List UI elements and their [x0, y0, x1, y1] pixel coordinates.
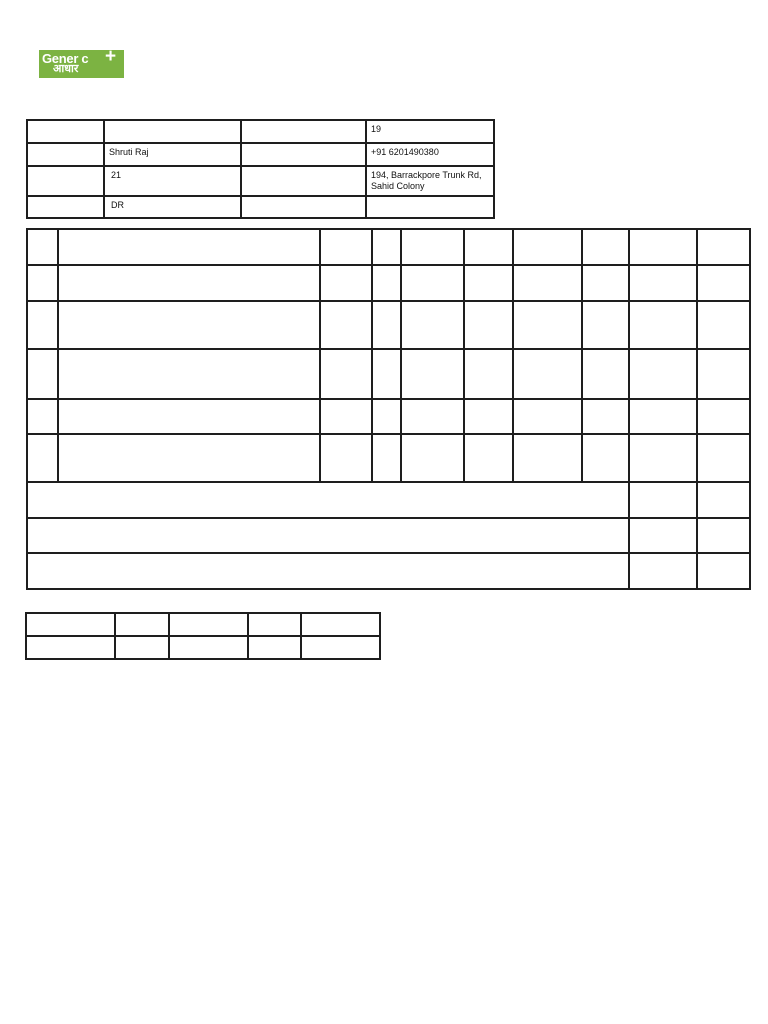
total-value-cell [629, 482, 697, 518]
table-cell [372, 399, 401, 434]
total-value-cell [697, 518, 750, 553]
total-value-cell [629, 518, 697, 553]
table-cell [697, 301, 750, 349]
table-cell [629, 349, 697, 399]
table-cell [513, 265, 582, 301]
generic-aadhaar-logo [39, 46, 124, 78]
info-label-cell [27, 166, 104, 196]
table-row [27, 399, 750, 434]
table-cell [464, 349, 513, 399]
table-cell [697, 229, 750, 265]
table-cell [372, 434, 401, 482]
table-cell [27, 229, 58, 265]
table-cell [401, 434, 464, 482]
table-cell [301, 613, 380, 636]
doctor-value: DR [104, 196, 241, 218]
table-cell [169, 636, 248, 659]
table-cell [372, 265, 401, 301]
table-cell [401, 301, 464, 349]
patient-number-value: 21 [104, 166, 241, 196]
table-cell [464, 301, 513, 349]
table-cell [582, 229, 629, 265]
total-value-cell [629, 553, 697, 589]
table-cell [401, 399, 464, 434]
table-cell [629, 399, 697, 434]
table-cell [513, 434, 582, 482]
table-cell [582, 399, 629, 434]
table-cell [697, 349, 750, 399]
table-cell [27, 399, 58, 434]
address-value: 194, Barrackpore Trunk Rd, Sahid Colony [366, 166, 494, 196]
table-cell [27, 265, 58, 301]
table-cell [58, 229, 320, 265]
info-label-cell [27, 120, 104, 143]
table-cell [372, 349, 401, 399]
table-cell [320, 229, 372, 265]
patient-name-value: Shruti Raj [104, 143, 241, 166]
table-row [26, 613, 380, 636]
table-cell [697, 265, 750, 301]
table-cell [582, 265, 629, 301]
table-cell [320, 301, 372, 349]
table-cell [372, 301, 401, 349]
table-cell [464, 265, 513, 301]
total-row [27, 553, 750, 589]
table-row [27, 434, 750, 482]
patient-info-table [26, 119, 495, 219]
table-cell [513, 301, 582, 349]
table-cell [248, 636, 301, 659]
table-cell [320, 265, 372, 301]
total-row [27, 518, 750, 553]
table-cell [169, 613, 248, 636]
table-cell [513, 399, 582, 434]
total-value-cell [697, 482, 750, 518]
table-cell [401, 265, 464, 301]
table-cell [629, 229, 697, 265]
total-row [27, 482, 750, 518]
table-row [27, 265, 750, 301]
table-cell [27, 301, 58, 349]
table-cell [248, 613, 301, 636]
table-cell [513, 229, 582, 265]
table-row [27, 349, 750, 399]
age-value: 19 [366, 120, 494, 143]
table-cell [464, 399, 513, 434]
table-cell [26, 613, 115, 636]
table-cell [58, 349, 320, 399]
table-cell [401, 349, 464, 399]
table-cell [115, 636, 169, 659]
table-cell [115, 613, 169, 636]
info-value-cell [366, 196, 494, 218]
plus-icon: + [105, 46, 117, 67]
table-cell [58, 265, 320, 301]
table-row [26, 636, 380, 659]
logo-hindi-text: आधार [53, 63, 79, 75]
info-label-cell [241, 120, 366, 143]
table-cell [629, 265, 697, 301]
phone-value: +91 6201490380 [366, 143, 494, 166]
table-cell [697, 399, 750, 434]
table-cell [320, 349, 372, 399]
table-cell [27, 434, 58, 482]
table-cell [629, 301, 697, 349]
table-header-row [27, 229, 750, 265]
info-label-cell [241, 143, 366, 166]
table-cell [629, 434, 697, 482]
table-cell [58, 301, 320, 349]
table-cell [697, 434, 750, 482]
info-label-cell [27, 143, 104, 166]
info-value-cell [104, 120, 241, 143]
total-label-cell [27, 553, 629, 589]
table-cell [401, 229, 464, 265]
table-cell [582, 349, 629, 399]
table-cell [58, 399, 320, 434]
total-value-cell [697, 553, 750, 589]
logo-wordmark: Gener c [42, 51, 89, 66]
total-label-cell [27, 482, 629, 518]
info-label-cell [241, 196, 366, 218]
table-cell [26, 636, 115, 659]
table-cell [320, 434, 372, 482]
table-cell [464, 434, 513, 482]
table-cell [58, 434, 320, 482]
total-label-cell [27, 518, 629, 553]
table-cell [464, 229, 513, 265]
medicine-items-table [26, 228, 751, 590]
table-cell [301, 636, 380, 659]
info-label-cell [27, 196, 104, 218]
summary-table [25, 612, 381, 660]
table-row [27, 301, 750, 349]
table-cell [27, 349, 58, 399]
table-cell [582, 434, 629, 482]
table-cell [372, 229, 401, 265]
table-cell [582, 301, 629, 349]
table-cell [320, 399, 372, 434]
info-label-cell [241, 166, 366, 196]
table-cell [513, 349, 582, 399]
